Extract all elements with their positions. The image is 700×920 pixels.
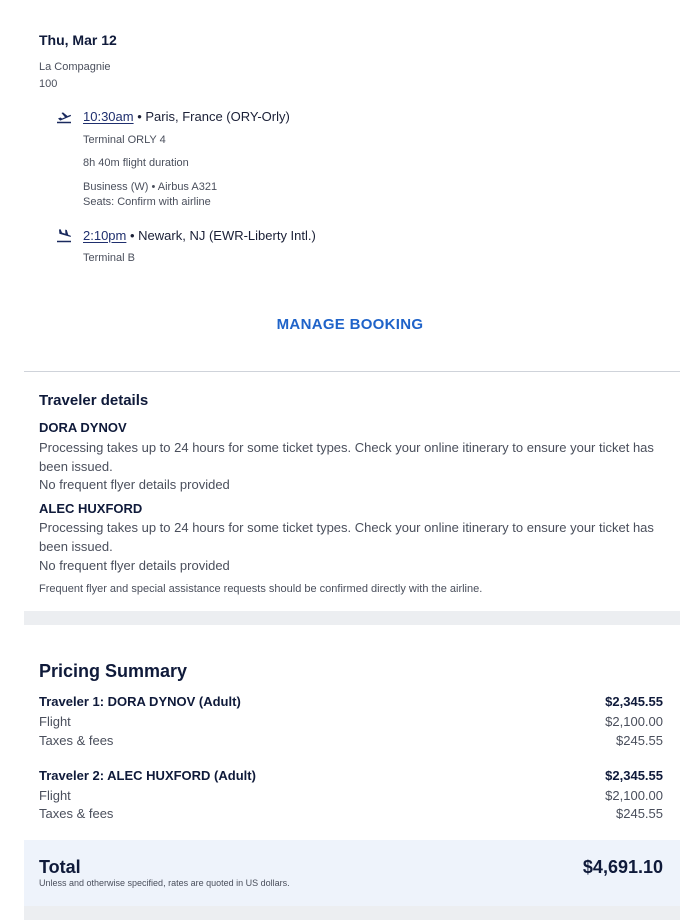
footer-band bbox=[24, 906, 680, 920]
arrival-terminal: Terminal B bbox=[83, 252, 135, 264]
flight-duration: 8h 40m flight duration bbox=[83, 157, 189, 169]
currency-note: Unless and otherwise specified, rates are quoted in US dollars. bbox=[39, 878, 290, 888]
pricing-summary-title: Pricing Summary bbox=[39, 661, 188, 681]
ticket-processing-text: Processing takes up to 24 hours for some ticket types. Check your online itinerary to ensure your ticket has been issued. bbox=[39, 520, 654, 554]
price-line-amount: $2,100.00 bbox=[605, 788, 663, 803]
section-divider bbox=[24, 371, 680, 372]
price-line bbox=[39, 733, 663, 748]
airline-name: La Compagnie bbox=[39, 61, 111, 73]
frequent-flyer-text: No frequent flyer details provided bbox=[39, 477, 230, 492]
price-line-label: Flight bbox=[39, 788, 71, 803]
price-line bbox=[39, 788, 663, 803]
frequent-flyer-text: No frequent flyer details provided bbox=[39, 558, 230, 573]
traveler-price-label: Traveler 1: DORA DYNOV (Adult) bbox=[39, 694, 241, 709]
traveler-details-title: Traveler details bbox=[39, 392, 149, 409]
departure-line bbox=[83, 109, 290, 124]
departure-time[interactable]: 10:30am bbox=[83, 109, 134, 124]
traveler-name: ALEC HUXFORD bbox=[39, 501, 143, 516]
total-label: Total bbox=[39, 857, 81, 877]
traveler-name: DORA DYNOV bbox=[39, 420, 127, 435]
ticket-processing-text: Processing takes up to 24 hours for some ticket types. Check your online itinerary to ensure your ticket has been issued. bbox=[39, 440, 654, 474]
price-line-amount: $2,100.00 bbox=[605, 714, 663, 729]
traveler-price-row bbox=[39, 694, 663, 709]
total-amount: $4,691.10 bbox=[582, 857, 663, 877]
price-line-amount: $245.55 bbox=[616, 733, 663, 748]
flight-number: 100 bbox=[39, 78, 58, 90]
price-line-label: Taxes & fees bbox=[39, 806, 114, 821]
seats-info: Seats: Confirm with airline bbox=[83, 196, 211, 208]
arrival-line bbox=[83, 228, 316, 243]
departure-terminal: Terminal ORLY 4 bbox=[83, 134, 166, 146]
manage-booking-button[interactable]: MANAGE BOOKING bbox=[276, 316, 424, 333]
total-box bbox=[24, 840, 680, 906]
traveler-price-label: Traveler 2: ALEC HUXFORD (Adult) bbox=[39, 768, 256, 783]
price-line-label: Flight bbox=[39, 714, 71, 729]
cabin-aircraft: Business (W) • Airbus A321 bbox=[83, 181, 218, 193]
price-line bbox=[39, 806, 663, 821]
assistance-note: Frequent flyer and special assistance requests should be confirmed directly with the airline. bbox=[39, 583, 483, 595]
takeoff-icon bbox=[56, 108, 72, 124]
traveler-price-amount: $2,345.55 bbox=[605, 694, 663, 709]
landing-icon bbox=[56, 227, 72, 243]
traveler-price-row bbox=[39, 768, 663, 783]
traveler-price-amount: $2,345.55 bbox=[605, 768, 663, 783]
section-separator bbox=[24, 611, 680, 625]
price-line-label: Taxes & fees bbox=[39, 733, 114, 748]
arrival-time[interactable]: 2:10pm bbox=[83, 228, 127, 243]
price-line-amount: $245.55 bbox=[616, 806, 663, 821]
departure-place: • Paris, France (ORY-Orly) bbox=[133, 109, 290, 124]
price-line bbox=[39, 714, 663, 729]
arrival-place: • Newark, NJ (EWR-Liberty Intl.) bbox=[126, 228, 316, 243]
flight-date: Thu, Mar 12 bbox=[39, 32, 117, 48]
